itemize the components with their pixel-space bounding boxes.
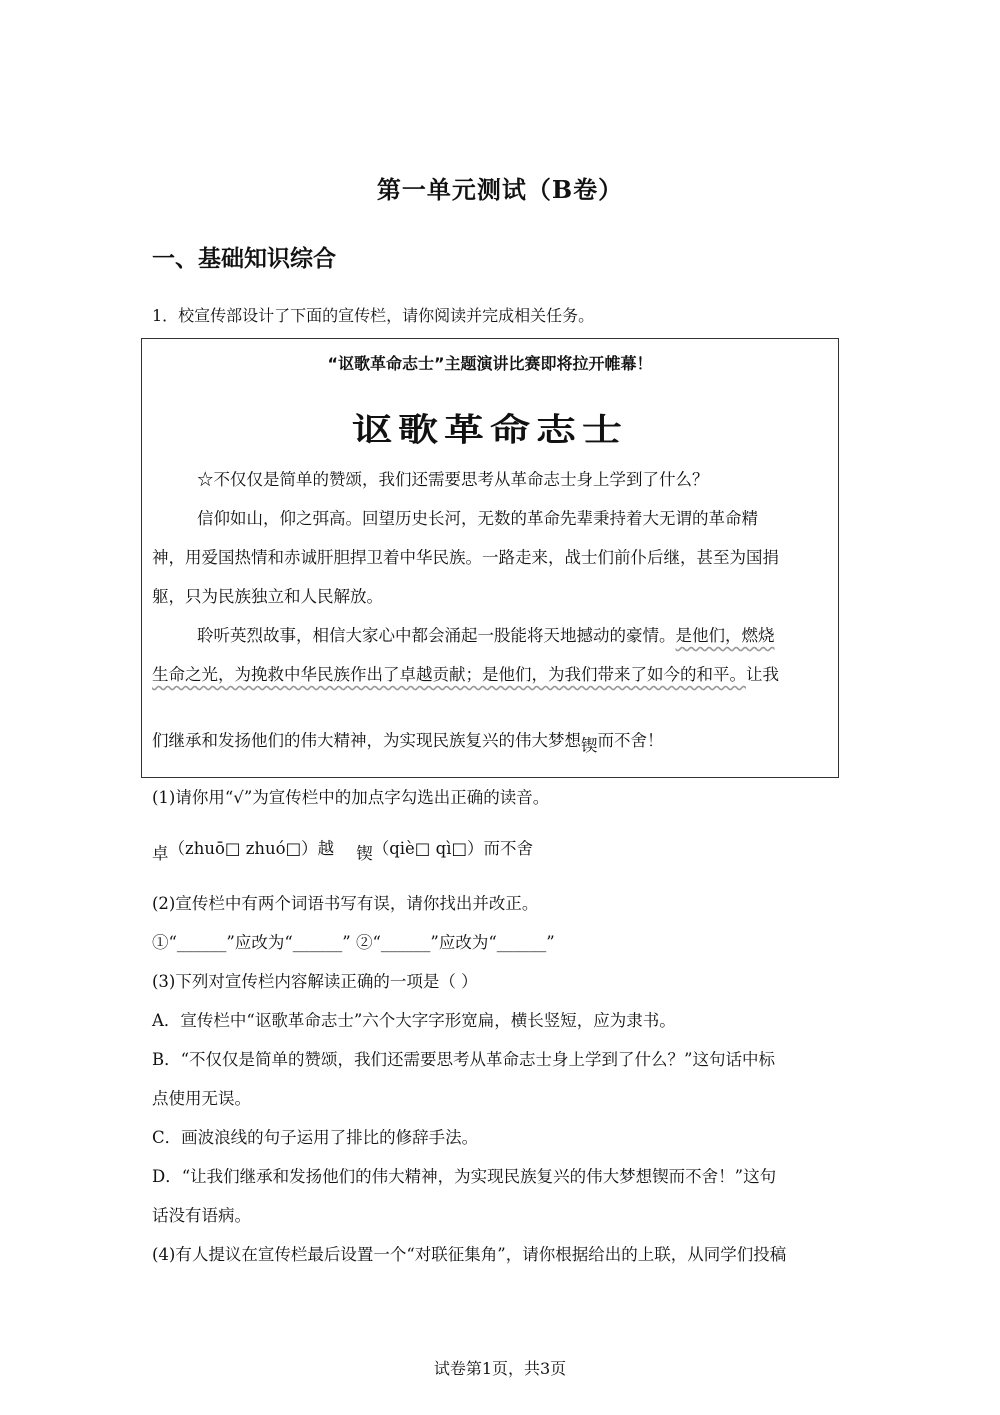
board-line bbox=[152, 727, 664, 755]
option-b-cont: 点使用无误。 bbox=[152, 1089, 251, 1108]
board-text: 们继承和发扬他们的伟大精神，为实现民族复兴的伟大梦想 bbox=[152, 731, 581, 750]
subquestion-1: (1)请你用“√”为宣传栏中的加点字勾选出正确的读音。 bbox=[152, 788, 550, 807]
board-line: 神，用爱国热情和赤诚肝胆捍卫着中华民族。一路走来，战士们前仆后继，甚至为国捐 bbox=[152, 548, 779, 567]
subquestion-2: (2)宣传栏中有两个词语书写有误，请你找出并改正。 bbox=[152, 894, 539, 913]
wavy-underlined-text: 是他们，燃烧 bbox=[675, 626, 775, 645]
board-text: 而不舍！ bbox=[597, 731, 664, 750]
subquestion-3: (3)下列对宣传栏内容解读正确的一项是（ ） bbox=[152, 972, 478, 991]
option-d: D．“让我们继承和发扬他们的伟大精神，为实现民族复兴的伟大梦想锲而不舍！”这句 bbox=[152, 1167, 777, 1186]
board-headline: “讴歌革命志士”主题演讲比赛即将拉开帷幕！ bbox=[327, 354, 653, 373]
page-footer: 试卷第1页，共3页 bbox=[433, 1359, 567, 1378]
board-line: ☆不仅仅是简单的赞颂，我们还需要思考从革命志士身上学到了什么？ bbox=[197, 470, 709, 489]
board-line bbox=[197, 622, 775, 646]
board-text: 聆听英烈故事，相信大家心中都会涌起一股能将天地撼动的豪情。 bbox=[197, 626, 676, 645]
option-d-cont: 话没有语病。 bbox=[152, 1206, 251, 1225]
wavy-underlined-text: 生命之光，为挽救中华民族作出了卓越贡献；是他们，为我们带来了如今的和平。 bbox=[152, 665, 746, 684]
board-line: 信仰如山，仰之弭高。回望历史长河，无数的革命先辈秉持着大无谓的革命精 bbox=[197, 509, 758, 528]
dotted-char: 锲 bbox=[356, 844, 373, 863]
board-calligraphy: 讴歌革命志士 bbox=[352, 411, 628, 449]
dotted-char: 锲 bbox=[581, 736, 598, 755]
propaganda-board bbox=[141, 338, 839, 778]
board-line bbox=[152, 661, 779, 685]
option-a: A．宣传栏中“讴歌革命志士”六个大字字形宽扁，横长竖短，应为隶书。 bbox=[152, 1011, 676, 1030]
board-line: 躯，只为民族独立和人民解放。 bbox=[152, 587, 383, 606]
dotted-char: 卓 bbox=[152, 844, 169, 863]
question-1-prompt: 1．校宣传部设计了下面的宣传栏，请你阅读并完成相关任务。 bbox=[152, 306, 595, 325]
subquestion-4: (4)有人提议在宣传栏最后设置一个“对联征集角”，请你根据给出的上联，从同学们投稿 bbox=[152, 1245, 787, 1264]
subquestion-2-blanks: ①“______”应改为“______” ②“______”应改为“______” bbox=[152, 933, 555, 952]
board-text: 让我 bbox=[746, 665, 779, 684]
option-c: C．画波浪线的句子运用了排比的修辞手法。 bbox=[152, 1128, 479, 1147]
pinyin-options bbox=[152, 835, 534, 863]
pinyin-choice-1: （zhuō□ zhuó□）越 bbox=[168, 839, 335, 858]
page-title: 第一单元测试（B卷） bbox=[376, 175, 624, 204]
pinyin-choice-2: （qiè□ qì□）而不舍 bbox=[372, 839, 534, 858]
section-title: 一、基础知识综合 bbox=[152, 246, 336, 272]
option-b: B．“不仅仅是简单的赞颂，我们还需要思考从革命志士身上学到了什么？”这句话中标 bbox=[152, 1050, 775, 1069]
